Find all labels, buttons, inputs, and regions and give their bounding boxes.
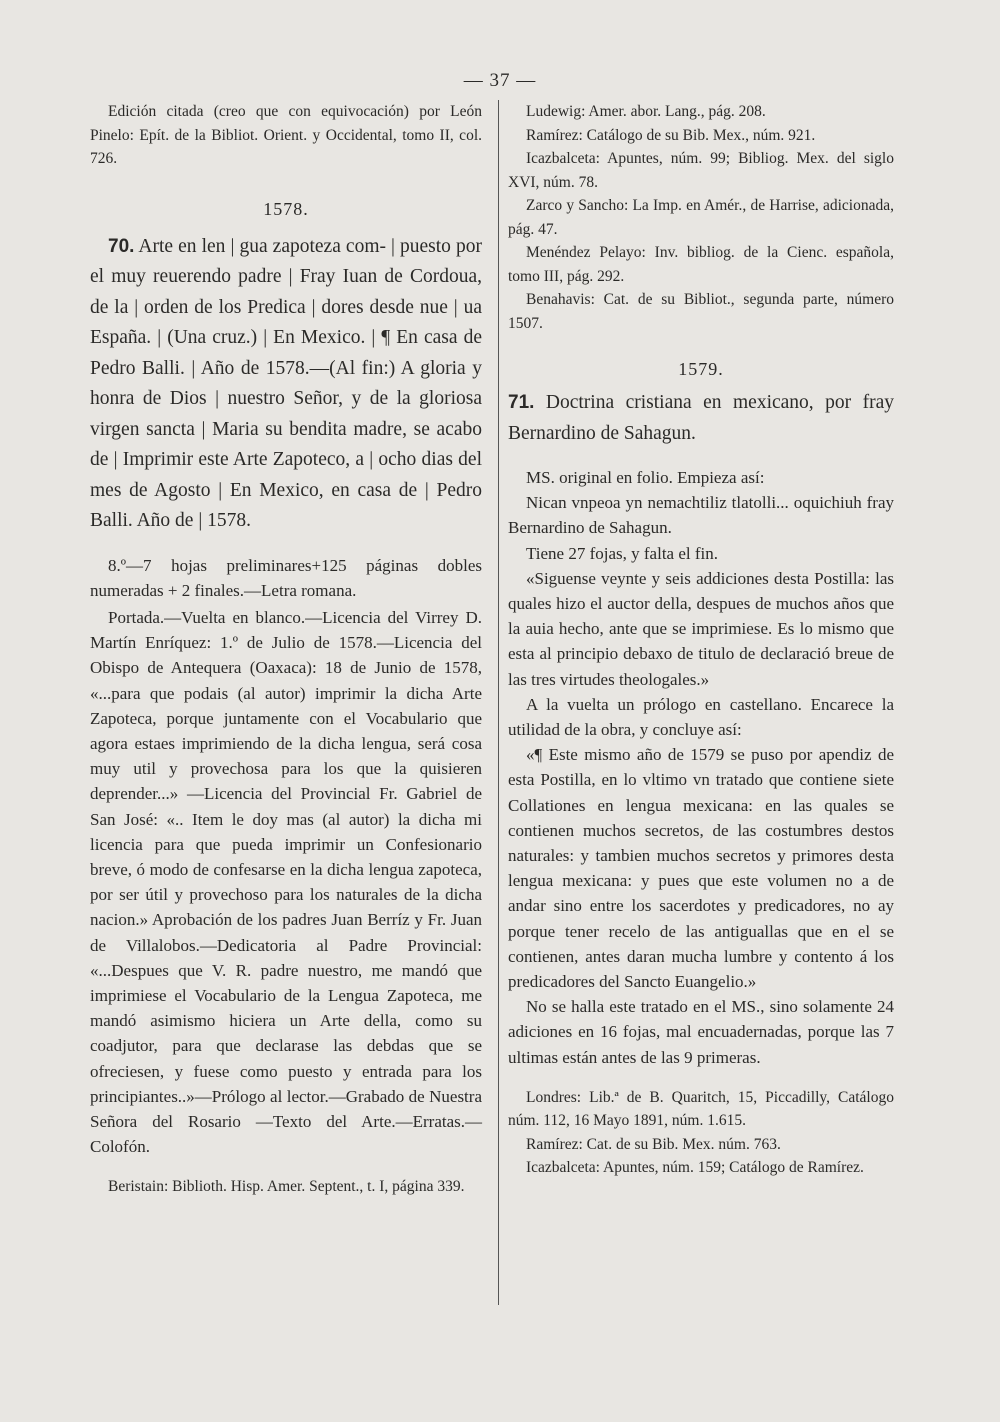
entry-71-paragraph — [508, 388, 894, 449]
entry-number: 71. — [508, 392, 535, 413]
year-heading: 1578. — [263, 198, 309, 219]
year-heading: 1579. — [678, 359, 724, 379]
entry-title: Arte en len | gua zapoteza com- | puesto por el muy reuerendo padre | Fray Iuan de Cordoua, de la | orden de los Predica | dores desde nue | ua España. | (Una cruz.) | En Mexico. | ¶ En casa de Pedro Balli. | Año de 1578.—(Al fin:) A gloria y honra de Dios | nuestro Señor, y de la gloriosa virgen sancta | Maria su bendita madre, se acabo de | Imprimir este Arte Zapoteco, a | ocho dias del mes de Agosto | En Mexico, en casa de | Pedro Balli. Año de | 1578. — [90, 235, 482, 531]
closing-reference: Icazbalceta: Apuntes, núm. 159; Catálogo de Ramírez. — [526, 1159, 864, 1177]
body-paragraph: MS. original en folio. Empieza así: — [526, 468, 765, 487]
body-paragraph: Nican vnpeoa yn nemachtiliz tlatolli... oquichiuh fray Bernardino de Sahagun. — [508, 493, 894, 538]
reference-line: Icazbalceta: Apuntes, núm. 99; Bibliog. Mex. del siglo XVI, núm. 78. — [508, 150, 894, 191]
right-column — [508, 100, 894, 1180]
entry-title: Doctrina cristiana en mexicano, por fray Bernardino de Sahagun. — [508, 392, 895, 444]
entry-70-paragraph — [90, 232, 482, 537]
reference-line: Benahavis: Cat. de su Bibliot., segunda parte, número 1507. — [508, 291, 894, 332]
closing-reference: Ramírez: Cat. de su Bib. Mex. núm. 763. — [526, 1135, 781, 1153]
entry-number: 70. — [108, 235, 135, 257]
physical-description: 8.º—7 hojas preliminares+125 páginas dobles numeradas + 2 finales.—Letra romana. — [90, 555, 482, 600]
body-paragraph: No se halla este tratado en el MS., sino solamente 24 adiciones en 16 fojas, mal encuadernadas, porque las 7 ultimas están antes de las 9 primeras. — [508, 997, 894, 1067]
reference-line: Ludewig: Amer. abor. Lang., pág. 208. — [526, 103, 766, 120]
reference-paragraph: Beristain: Biblioth. Hisp. Amer. Septent., t. I, página 339. — [108, 1178, 465, 1196]
column-divider — [498, 100, 499, 1305]
body-paragraph: «¶ Este mismo año de 1579 se puso por apendiz de esta Postilla, en lo vltimo vn tratado que contiene siete Collationes en lengua mexicana: en las quales se contienen muchos secretos, de las costumbres destos naturales: y tambien muchos secretos y primores desta lengua mexicana: y pues que este volumen no a de andar sino entre los sacerdotes y predicadores, no ay porque tener recelo de las antiguallas que en el se contienen, antes daran mucha lumbre y contento á los predicadores del Sancto Euangelio.» — [508, 745, 894, 992]
page-number: — 37 — — [463, 70, 537, 91]
body-paragraph: Tiene 27 fojas, y falta el fin. — [526, 543, 718, 563]
intro-paragraph: Edición citada (creo que con equivocación) por León Pinelo: Epít. de la Bibliot. Orient. y Occidental, tomo II, col. 726. — [90, 103, 482, 167]
reference-line: Menéndez Pelayo: Inv. bibliog. de la Cienc. española, tomo III, pág. 292. — [508, 244, 894, 285]
closing-reference: Londres: Lib.ª de B. Quaritch, 15, Piccadilly, Catálogo núm. 112, 16 Mayo 1891, núm. 1.615. — [508, 1088, 894, 1130]
left-column — [90, 100, 482, 1199]
body-paragraph: A la vuelta un prólogo en castellano. Encarece la utilidad de la obra, y concluye así: — [508, 694, 894, 740]
reference-line: Ramírez: Catálogo de su Bib. Mex., núm. 921. — [526, 126, 816, 144]
contents-paragraph: Portada.—Vuelta en blanco.—Licencia del Virrey D. Martín Enríquez: 1.º de Julio de 1578.—Licencia del Obispo de Antequera (Oaxaca): 18 de Junio de 1578, «...para que podais (al autor) imprimir la dicha Arte Zapoteca, porque juntamente con el Vocabulario que agora estaes imprimiendo de la dicha lengua, será cosa muy util y provechosa para los que la quisieren deprender...» —Licencia del Provincial Fr. Gabriel de San José: «.. Item le doy mas (al autor) la dicha mi licencia para que pueda imprimir un Confesionario breve, ó modo de confesarse en la dicha lengua zapoteca, por ser útil y provechoso para los naturales de la dicha nacion.» Aprobación de los padres Juan Berríz y Fr. Juan de Villalobos.—Dedicatoria al Padre Provincial: «...Despues que V. R. padre nuestro, me mandó que imprimiese el Vocabulario de la Lengua Zapoteca, me mandó asimismo hiciera un Arte della, como su coadjutor, para que declarase las debdas que se ofreciesen, y fuese como puesto y entrada para los principiantes..»—Prólogo al lector.—Grabado de Nuestra Señora del Rosario —Texto del Arte.—Erratas.—Colofón. — [90, 607, 482, 1157]
body-paragraph: «Siguense veynte y seis addiciones desta Postilla: las quales hizo el auctor della, despues de muchos años que la auia hecho, ante que se imprimiese. Es lo mismo que esta al principio debaxo de titulo de declaració breue de las tres virtudes theologales.» — [508, 568, 894, 689]
reference-line: Zarco y Sancho: La Imp. en Amér., de Harrise, adicionada, pág. 47. — [508, 197, 894, 238]
